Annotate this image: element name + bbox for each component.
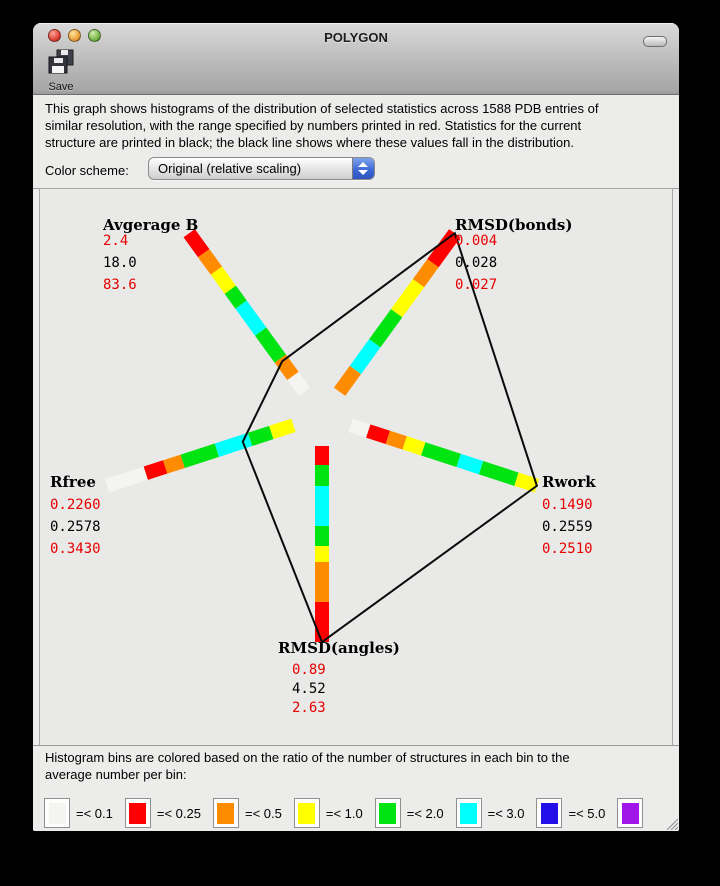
axis-min-value: 2.4 [103, 233, 129, 249]
legend-color-swatch [213, 798, 239, 828]
legend-bin [294, 798, 363, 828]
histogram-bin-segment [423, 449, 458, 461]
axis-current-value: 4.52 [292, 681, 326, 697]
axis-current-value: 0.2578 [50, 519, 101, 535]
legend-bin-label: =< 0.25 [156, 805, 201, 821]
histogram-bin-segment [107, 473, 146, 486]
legend-bin-label: =< 0.5 [244, 805, 282, 821]
histogram-bin-segment [146, 467, 165, 473]
description-panel [33, 95, 679, 189]
axis-min-value: 0.2260 [50, 497, 101, 513]
histogram-bin-segment [368, 431, 388, 437]
histogram-bin-segment [459, 460, 481, 467]
histogram-bin-segment [241, 305, 261, 332]
histogram-bin-segment [340, 370, 356, 392]
color-scheme-label: Color scheme: [45, 163, 129, 178]
white-bin-chip [49, 803, 66, 824]
legend-bin-label: =< 2.0 [406, 805, 444, 821]
legend-bin [456, 798, 525, 828]
radar-chart [40, 189, 672, 745]
resize-grip[interactable] [664, 816, 678, 830]
axis-min-value: 0.89 [292, 662, 326, 678]
purple-bin-chip [622, 803, 639, 824]
axis-title: Avgerage B [103, 216, 199, 234]
histogram-bin-segment [405, 443, 424, 449]
axis-title: Rwork [542, 473, 596, 491]
histogram-bin-segment [481, 468, 516, 480]
histogram-bin-segment [271, 425, 293, 432]
radar-plot-panel [39, 188, 673, 746]
legend-color-swatch [536, 798, 562, 828]
legend-line: average number per bin: [45, 767, 187, 782]
histogram-bin-segment [261, 332, 281, 359]
legend-bin [536, 798, 605, 828]
axis-title: RMSD(angles) [278, 639, 400, 657]
save-floppy-icon [48, 49, 75, 80]
axis-min-value: 0.1490 [542, 497, 593, 513]
legend-bin [617, 798, 643, 828]
legend-bin [213, 798, 282, 828]
histogram-bin-segment [216, 271, 230, 290]
red-bin-chip [129, 803, 146, 824]
legend-bin-label: =< 0.1 [76, 805, 113, 821]
legend-panel [33, 745, 679, 831]
cyan-bin-chip [460, 803, 477, 824]
description-line: structure are printed in black; the black line shows where these values fall in the distribution. [45, 135, 574, 150]
histogram-bin-segment [355, 343, 374, 370]
legend-color-swatch [44, 798, 70, 828]
toolbar-toggle-pill-button[interactable] [643, 36, 667, 47]
axis-current-value: 18.0 [103, 255, 137, 271]
axis-max-value: 0.3430 [50, 541, 101, 557]
histogram-bin-segment [165, 461, 183, 467]
axis-current-value: 0.028 [455, 255, 498, 271]
orange-bin-chip [217, 803, 234, 824]
polygon-window [33, 23, 679, 831]
histogram-bin-segment [388, 437, 405, 442]
legend-bin-label: =< 5.0 [568, 805, 606, 821]
window-title: POLYGON [324, 30, 388, 45]
axis-min-value: 0.004 [455, 233, 498, 249]
axis-current-value: 0.2559 [542, 519, 593, 535]
histogram-bin-segment [183, 450, 217, 461]
legend-color-swatch [375, 798, 401, 828]
axis-title: RMSD(bonds) [455, 216, 573, 234]
axis-title: Rfree [50, 473, 96, 491]
histogram-bin-segment [419, 263, 434, 283]
histogram-bin-segment [250, 433, 271, 440]
histogram-bin-segment [433, 233, 455, 263]
histogram-bin-segment [230, 290, 241, 305]
description-line: This graph shows histograms of the distribution of selected statistics across 1588 PDB entries of [45, 101, 599, 116]
window-chrome [33, 23, 679, 95]
green-bin-chip [379, 803, 396, 824]
blue-bin-chip [541, 803, 558, 824]
legend-bin-label: =< 1.0 [325, 805, 363, 821]
legend-bin [375, 798, 444, 828]
axis-max-value: 0.2510 [542, 541, 593, 557]
yellow-bin-chip [298, 803, 315, 824]
legend-bin-label: =< 3.0 [487, 805, 525, 821]
histogram-bin-segment [375, 313, 397, 343]
legend-line: Histogram bins are colored based on the ratio of the number of structures in each bin to the [45, 750, 570, 765]
axis-max-value: 0.027 [455, 277, 498, 293]
histogram-bin-segment [189, 233, 204, 253]
legend-color-swatch [456, 798, 482, 828]
histogram-bin-segment [397, 283, 419, 313]
axis-max-value: 2.63 [292, 700, 326, 716]
save-button-label: Save [48, 81, 74, 93]
histogram-bin-segment [293, 376, 304, 392]
legend-color-swatch [617, 798, 643, 828]
histogram-bin-segment [204, 253, 217, 270]
popup-arrows-icon [352, 158, 374, 179]
save-button[interactable] [43, 49, 79, 91]
description-line: similar resolution, with the range specified by numbers printed in red. Statistics for the current [45, 118, 582, 133]
histogram-bin-segment [516, 479, 537, 486]
legend-bins-row [44, 798, 643, 828]
color-scheme-selected-value: Original (relative scaling) [158, 161, 302, 176]
legend-color-swatch [294, 798, 320, 828]
legend-bin [125, 798, 201, 828]
histogram-bin-segment [351, 425, 369, 431]
color-scheme-select[interactable] [148, 157, 375, 180]
legend-bin [44, 798, 113, 828]
legend-color-swatch [125, 798, 151, 828]
axis-max-value: 83.6 [103, 277, 137, 293]
